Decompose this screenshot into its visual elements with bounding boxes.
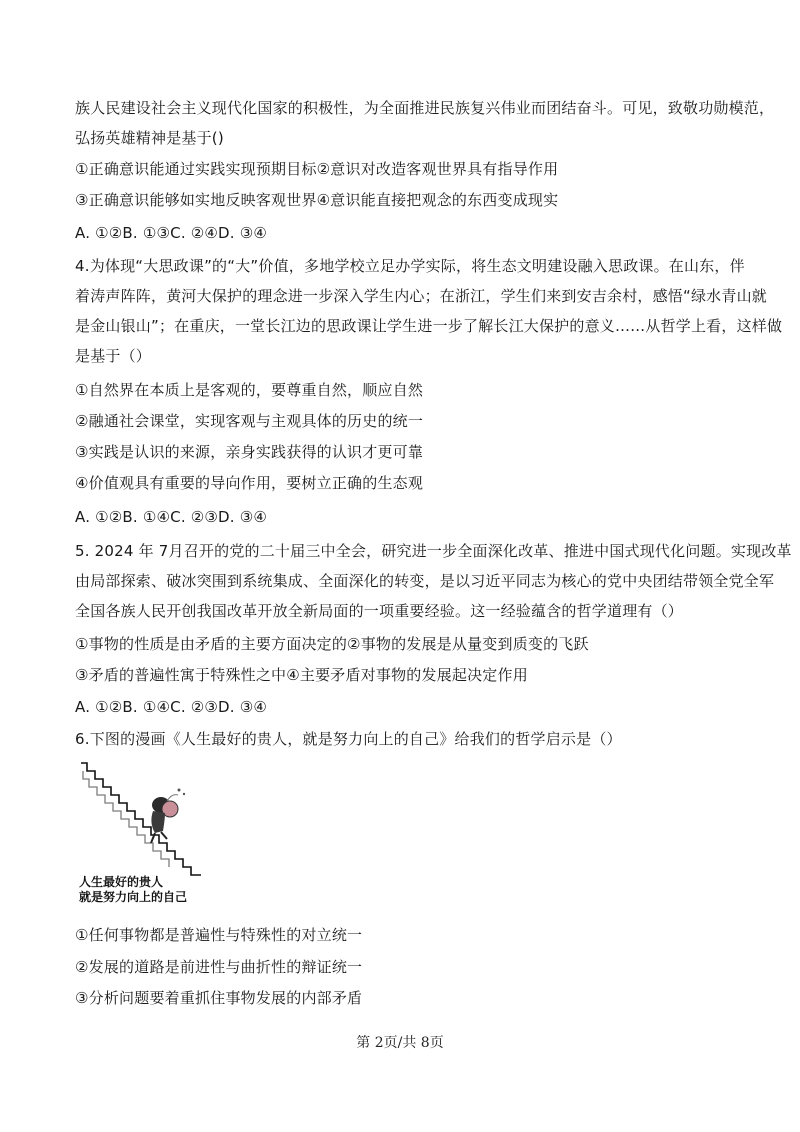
option-line: ②发展的道路是前进性与曲折性的辩证统一 [75, 958, 363, 976]
option-line: ②融通社会课堂，实现客观与主观具体的历史的统一 [75, 412, 424, 430]
question-5-text: 5. 2024 年 7月召开的党的二十届三中全会，研究进一步全面深化改革、推进中国式现代化问题。实现改革 [75, 542, 792, 560]
option-line: ①事物的性质是由矛盾的主要方面决定的②事物的发展是从量变到质变的飞跃 [75, 635, 589, 653]
text-line: 族人民建设社会主义现代化国家的积极性，为全面推进民族复兴伟业而团结奋斗。可见，致敬功勋模范， [75, 99, 775, 117]
option-line: ③分析问题要着重抓住事物发展的内部矛盾 [75, 989, 363, 1007]
answer-choices: A. ①②B. ①③C. ②④D. ③④ [75, 224, 268, 242]
option-line: ①自然界在本质上是客观的，要尊重自然，顺应自然 [75, 381, 424, 399]
answer-choices: A. ①②B. ①④C. ②③D. ③④ [75, 508, 268, 526]
question-4-text: 是金山银山”；在重庆，一堂长江边的思政课让学生进一步了解长江大保护的意义……从哲学上看，这样做 [75, 317, 783, 335]
question-6-text: 6.下图的漫画《人生最好的贵人，就是努力向上的自己》给我们的哲学启示是（） [75, 730, 622, 748]
comic-illustration [75, 757, 215, 905]
question-4-text: 4.为体现“大思政课”的“大”价值，多地学校立足办学实际，将生态文明建设融入思政课。在山东，伴 [75, 257, 745, 275]
question-4-text: 着涛声阵阵，黄河大保护的理念进一步深入学生内心；在浙江，学生们来到安吉余村，感悟“绿水青山就 [75, 287, 767, 305]
option-line: ③实践是认识的来源，亲身实践获得的认识才更可靠 [75, 443, 424, 461]
question-5-text: 全国各族人民开创我国改革开放全新局面的一项重要经验。这一经验蕴含的哲学道理有（） [75, 602, 684, 620]
answer-choices: A. ①②B. ①④C. ②③D. ③④ [75, 698, 268, 716]
question-4-text: 是基于（） [75, 347, 152, 365]
comic-caption-line2: 就是努力向上的自己 [79, 890, 188, 904]
page-footer: 第 2页/共 8页 [356, 1035, 444, 1051]
option-line: ③正确意识能够如实地反映客观世界④意识能直接把观念的东西变成现实 [75, 191, 559, 209]
option-line: ③矛盾的普遍性寓于特殊性之中④主要矛盾对事物的发展起决定作用 [75, 666, 528, 684]
option-line: ④价值观具有重要的导向作用，要树立正确的生态观 [75, 474, 424, 492]
question-5-text: 由局部探索、破冰突围到系统集成、全面深化的转变，是以习近平同志为核心的党中央团结带领全党全军 [75, 572, 775, 590]
comic-caption-line1: 人生最好的贵人 [79, 875, 164, 889]
text-line: 弘扬英雄精神是基于() [75, 129, 224, 147]
option-line: ①正确意识能通过实践实现预期目标②意识对改造客观世界具有指导作用 [75, 160, 559, 178]
option-line: ①任何事物都是普遍性与特殊性的对立统一 [75, 926, 363, 944]
